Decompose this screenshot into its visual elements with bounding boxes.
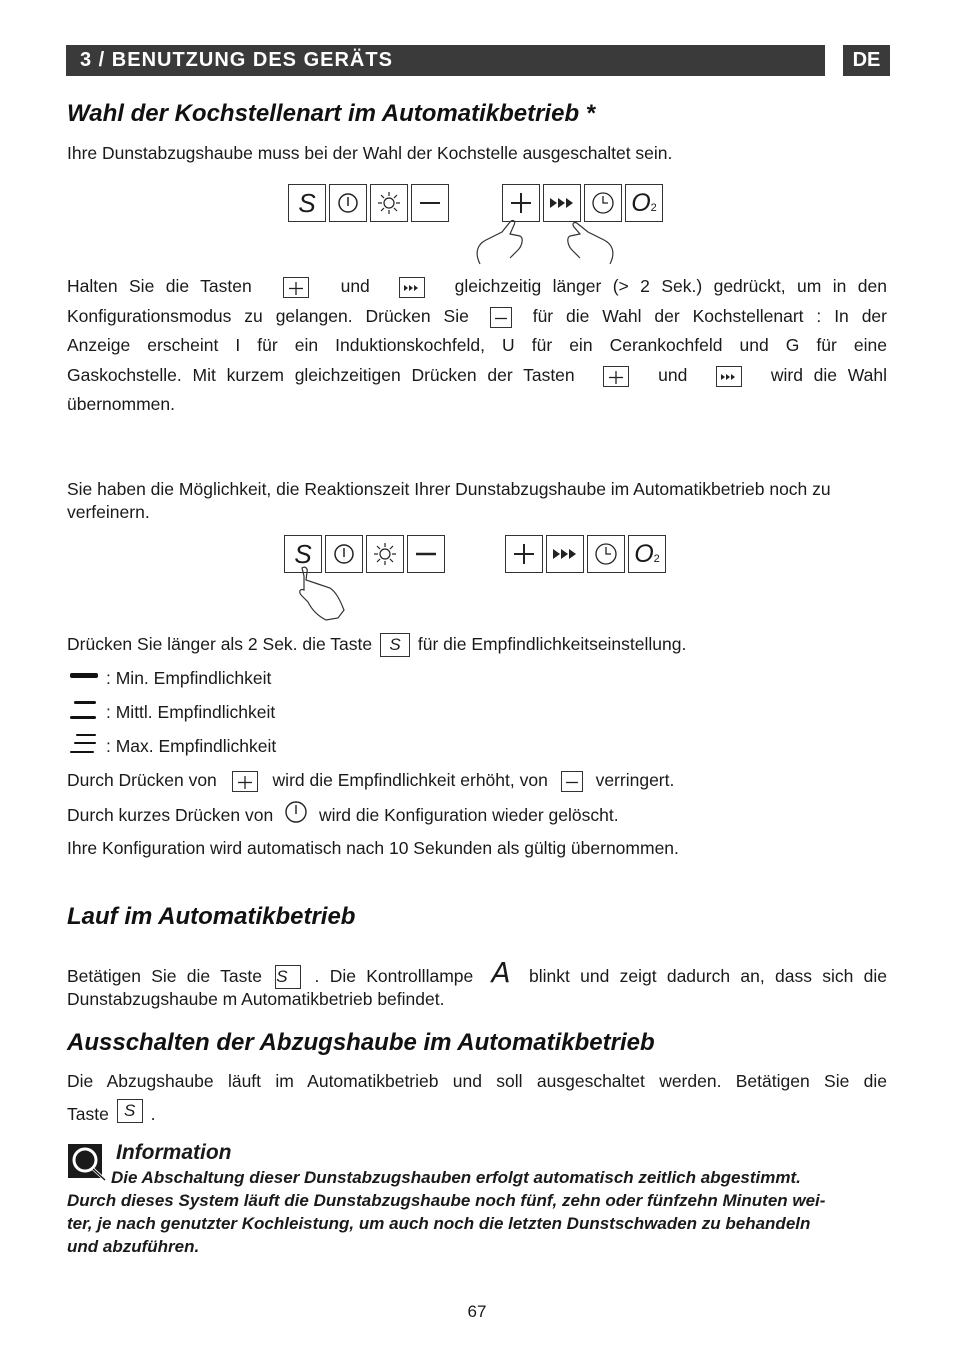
- text-line: : Max. Empfindlichkeit: [106, 736, 277, 756]
- timer-key: [587, 535, 625, 573]
- plus-key: [502, 184, 540, 222]
- s-key: S: [284, 535, 322, 573]
- info-line: Die Abschaltung dieser Dunstabzugshauben erfolgt automatisch zeitlich abgestimmt.: [111, 1168, 801, 1187]
- power-icon: [333, 543, 355, 565]
- text-line: Taste S .: [67, 1101, 156, 1124]
- light-key: [370, 184, 408, 222]
- section-header: 3 / BENUTZUNG DES GERÄTS: [66, 45, 825, 76]
- section-title-kochstellenart: Wahl der Kochstellenart im Automatikbetrieb *: [67, 100, 596, 127]
- min-sensitivity-icon: [70, 673, 98, 678]
- text-line: Durch kurzes Drücken von wird die Konfiguration wieder gelöscht.: [67, 800, 887, 830]
- section-title-ausschalten: Ausschalten der Abzugshaube im Automatikbetrieb: [67, 1029, 655, 1056]
- plus-icon: [513, 543, 535, 565]
- clock-icon: [591, 191, 615, 215]
- minus-key: [407, 535, 445, 573]
- text-line: Anzeige erscheint I für ein Induktionskochfeld, U für ein Cerankochfeld und G für eine: [67, 335, 887, 355]
- text-line: Gaskochstelle. Mit kurzem gleichzeitigen Drücken der Tasten und wird die Wahl: [67, 365, 887, 385]
- s-key-icon: S: [275, 965, 301, 989]
- text-line: : Mittl. Empfindlichkeit: [106, 702, 276, 722]
- text-line: Drücken Sie länger als 2 Sek. die Taste S für die Empfindlichkeitseinstellung.: [67, 630, 887, 659]
- pressing-hands-icon: [470, 218, 620, 266]
- text-line: Durch Drücken von wird die Empfindlichkeit erhöht, von verringert.: [67, 770, 675, 790]
- information-magnifier-icon: [67, 1143, 107, 1181]
- control-panel-right-2: [505, 535, 669, 573]
- intro-text: Ihre Dunstabzugshaube muss bei der Wahl der Kochstelle ausgeschaltet sein.: [67, 143, 673, 163]
- s-key-icon: S: [117, 1099, 143, 1123]
- plus-key-icon: [232, 771, 258, 792]
- info-line: ter, je nach genutzter Kochleistung, um auch noch die letzten Dunstschwaden zu behandeln: [67, 1214, 811, 1233]
- minus-key-icon: [561, 771, 583, 792]
- text-line: Konfigurationsmodus zu gelangen. Drücken Sie für die Wahl der Kochstellenart : In der: [67, 306, 887, 326]
- light-icon: [372, 541, 398, 567]
- minus-key-icon: [490, 307, 512, 328]
- boost-key: [543, 184, 581, 222]
- boost-key: [546, 535, 584, 573]
- boost-icon: [551, 548, 579, 560]
- text-line: Ihre Konfiguration wird automatisch nach 10 Sekunden als gültig übernommen.: [67, 838, 679, 858]
- boost-key-icon: [399, 277, 425, 298]
- boost-icon: [548, 197, 576, 209]
- plus-key-icon: [603, 366, 629, 387]
- page-number: 67: [467, 1302, 487, 1321]
- plus-key-icon: [283, 277, 309, 298]
- text-line: Halten Sie die Tasten und gleichzeitig länger (> 2 Sek.) gedrückt, um in den: [67, 276, 887, 296]
- language-badge: DE: [843, 45, 890, 76]
- minus-icon: [419, 201, 441, 205]
- minus-key: [411, 184, 449, 222]
- intro-text: Sie haben die Möglichkeit, die Reaktionszeit Ihrer Dunstabzugshaube im Automatikbetrieb noch zu verfeinern.: [67, 479, 831, 522]
- boost-key-icon: [716, 366, 742, 387]
- minus-icon: [415, 552, 437, 556]
- timer-key: [584, 184, 622, 222]
- mid-sensitivity-icon-bar: [70, 716, 96, 719]
- light-icon: [376, 190, 402, 216]
- light-key: [366, 535, 404, 573]
- power-icon: [337, 192, 359, 214]
- power-icon: [284, 800, 308, 824]
- info-line: und abzuführen.: [67, 1237, 200, 1256]
- text-line: übernommen.: [67, 394, 175, 414]
- max-sensitivity-icon: [76, 734, 96, 736]
- info-line: Durch dieses System läuft die Dunstabzugshaube noch fünf, zehn oder fünfzehn Minuten wei-: [67, 1191, 826, 1210]
- text-line: : Min. Empfindlichkeit: [106, 668, 272, 688]
- power-key: [329, 184, 367, 222]
- plus-key: [505, 535, 543, 573]
- text-line: Betätigen Sie die Taste S . Die Kontrolllampe A blinkt und zeigt dadurch an, dass sich die: [67, 956, 887, 989]
- clock-icon: [594, 542, 618, 566]
- pressing-hand-icon: [290, 566, 360, 622]
- section-title-lauf: Lauf im Automatikbetrieb: [67, 903, 356, 930]
- text-line: Dunstabzugshaube m Automatikbetrieb befindet.: [67, 989, 445, 1009]
- mid-sensitivity-icon: [74, 701, 96, 704]
- s-key-icon: S: [380, 633, 410, 657]
- auto-indicator-icon: A: [491, 956, 511, 989]
- information-title: Information: [116, 1141, 232, 1164]
- o2-key: O 2: [625, 184, 663, 222]
- control-panel-right-1: [502, 184, 666, 222]
- max-sensitivity-icon-bar: [70, 751, 94, 753]
- text-line: Die Abzugshaube läuft im Automatikbetrieb und soll ausgeschaltet werden. Betätigen Sie die: [67, 1071, 887, 1091]
- o2-key: O 2: [628, 535, 666, 573]
- max-sensitivity-icon-bar: [74, 742, 96, 744]
- control-panel-left-1: [288, 184, 452, 222]
- s-key: S: [288, 184, 326, 222]
- plus-icon: [510, 192, 532, 214]
